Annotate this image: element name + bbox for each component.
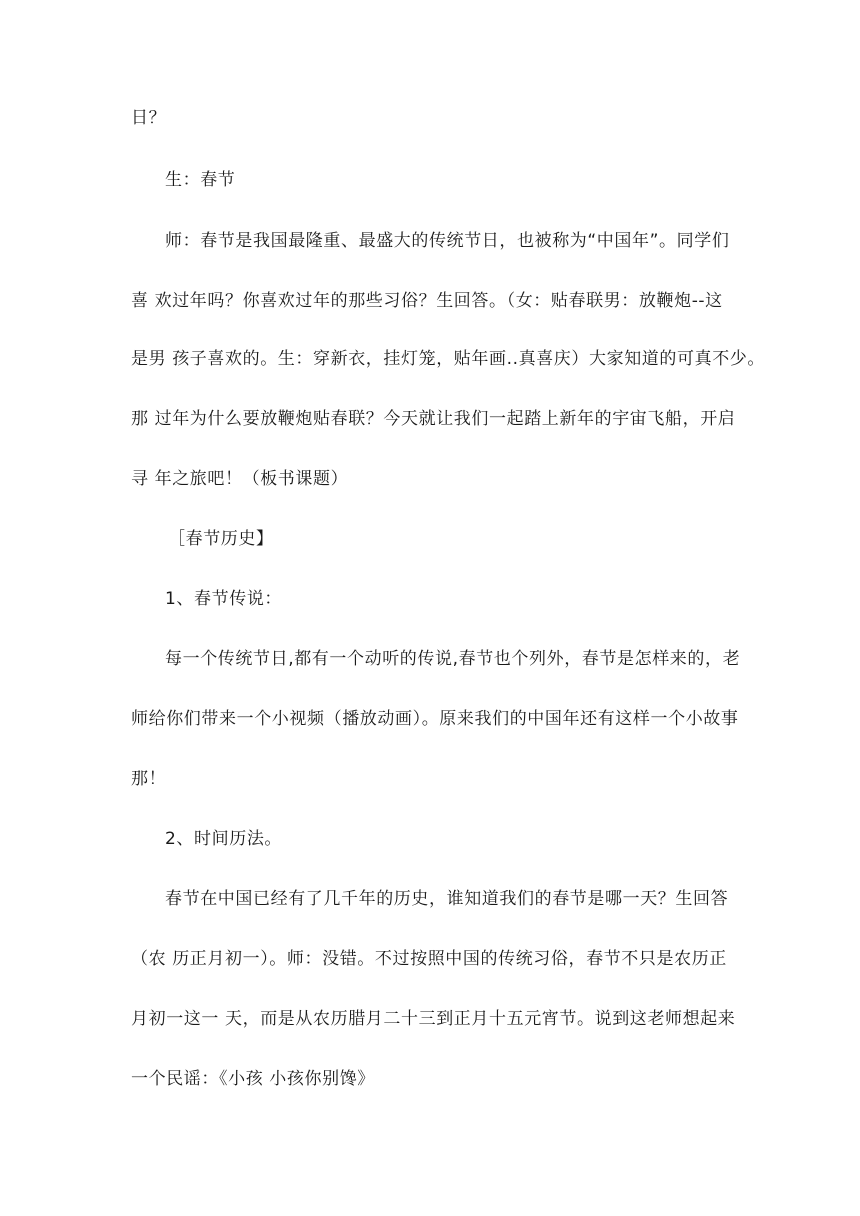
text-line: 一个民谣：《小孩 小孩你别馋》 <box>131 1069 375 1089</box>
text-line: 是男 孩子喜欢的。生：穿新衣，挂灯笼，贴年画..真喜庆）大家知道的可真不少。 <box>131 349 766 369</box>
text-line: 生：春节 <box>165 170 236 190</box>
subsection-heading: 2、时间历法。 <box>165 829 283 849</box>
text-line: （农 历正月初一）。师：没错。不过按照中国的传统习俗，春节不只是农历正 <box>131 949 727 969</box>
text-line: 那 过年为什么要放鞭炮贴春联？今天就让我们一起踏上新年的宇宙飞船，开启 <box>131 409 736 429</box>
text-line: 每一个传统节日,都有一个动听的传说,春节也个列外，春节是怎样来的，老 <box>165 649 741 669</box>
text-line: 那！ <box>131 769 167 789</box>
text-line: 寻 年之旅吧！（板书课题） <box>131 469 349 489</box>
subsection-heading: 1、春节传说： <box>165 589 283 609</box>
text-line: 春节在中国已经有了几千年的历史，谁知道我们的春节是哪一天？生回答 <box>165 889 729 909</box>
text-line: 日？ <box>131 108 167 128</box>
text-line: 师：春节是我国最隆重、最盛大的传统节日，也被称为“中国年”。同学们 <box>165 231 730 251</box>
text-line: 师给你们带来一个小视频（播放动画）。原来我们的中国年还有这样一个小故事 <box>131 709 739 729</box>
text-line: 月初一这一 天，而是从农历腊月二十三到正月十五元宵节。说到这老师想起来 <box>131 1009 736 1029</box>
section-heading: ［春节历史】 <box>168 529 274 549</box>
text-line: 喜 欢过年吗？你喜欢过年的那些习俗？生回答。（女：贴春联男：放鞭炮--这 <box>131 291 723 311</box>
